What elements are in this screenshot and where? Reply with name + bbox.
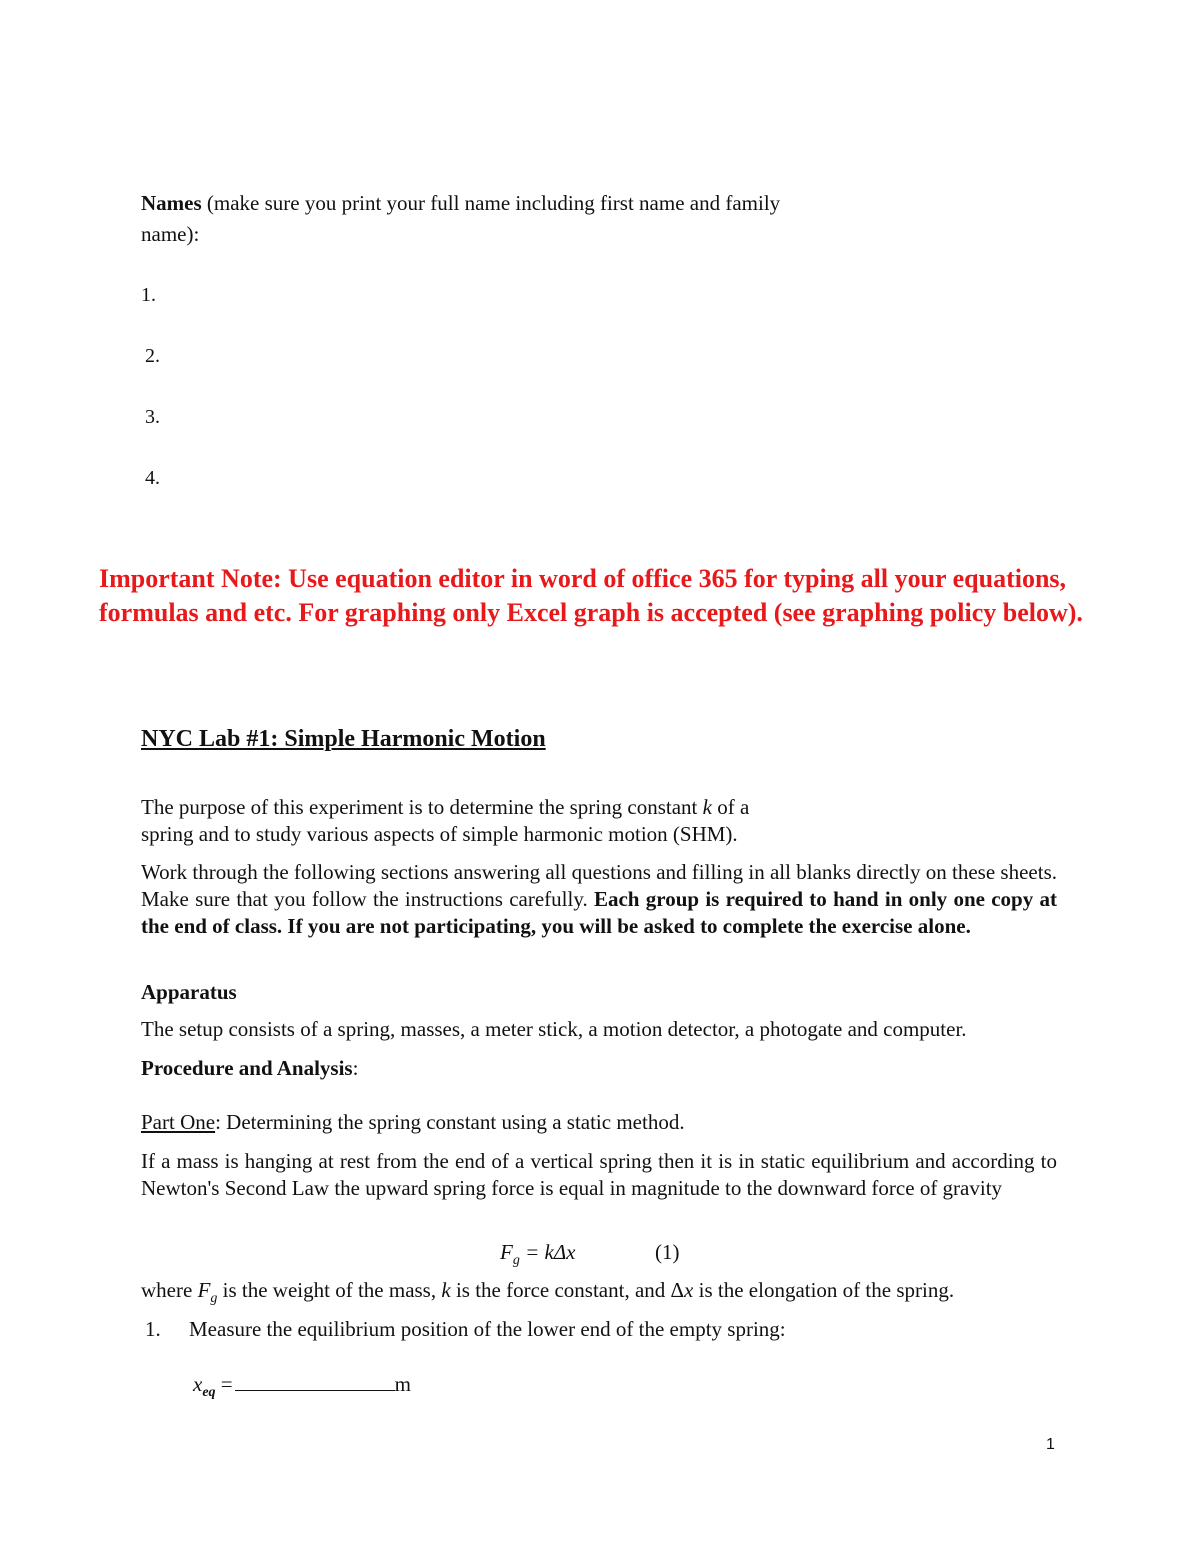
where-d: is the elongation of the spring. bbox=[693, 1278, 955, 1302]
name-entry-1: 1. bbox=[141, 284, 156, 306]
instructions-bold-text: Each group is required to hand in only one copy at the end of class. If you are not participating, you will be asked to complete the exercise alone. bbox=[141, 887, 1057, 938]
important-note: Important Note: Use equation editor in word of office 365 for typing all your equations, formulas and etc. For graphing only Excel graph is accepted (see graphing policy below). bbox=[99, 564, 1083, 627]
purpose-text-a: The purpose of this experiment is to determine the spring constant bbox=[141, 795, 703, 819]
names-prompt bbox=[141, 191, 780, 216]
xeq-answer-line bbox=[193, 1372, 411, 1400]
name-entry-4: 4. bbox=[145, 467, 160, 489]
lab-title: NYC Lab #1: Simple Harmonic Motion bbox=[141, 726, 546, 752]
page-number: 1 bbox=[1046, 1436, 1055, 1453]
where-x: x bbox=[684, 1278, 694, 1302]
purpose-text-b: of a bbox=[711, 795, 750, 819]
equation-lhs: F bbox=[500, 1240, 513, 1264]
xeq-equals: = bbox=[215, 1372, 233, 1396]
equation-1 bbox=[500, 1240, 576, 1268]
xeq-sub: eq bbox=[202, 1385, 216, 1400]
part-one-text: : Determining the spring constant using a static method. bbox=[215, 1110, 685, 1134]
instructions-paragraph bbox=[141, 859, 1057, 940]
apparatus-text: The setup consists of a spring, masses, a meter stick, a motion detector, a photogate and computer. bbox=[141, 1017, 967, 1041]
name-entry-3: 3. bbox=[145, 406, 160, 428]
part-one-label: Part One bbox=[141, 1110, 216, 1134]
part-one-heading bbox=[141, 1110, 685, 1135]
purpose-paragraph bbox=[141, 794, 1057, 848]
procedure-colon: : bbox=[352, 1056, 359, 1080]
apparatus-heading: Apparatus bbox=[141, 980, 237, 1004]
xeq-symbol: x bbox=[193, 1372, 203, 1396]
where-line bbox=[141, 1278, 955, 1306]
step-1-number: 1. bbox=[145, 1317, 161, 1341]
step-1-text: Measure the equilibrium position of the lower end of the empty spring: bbox=[189, 1317, 786, 1341]
equation-lhs-sub: g bbox=[512, 1253, 520, 1268]
where-c: is the force constant, and Δ bbox=[450, 1278, 685, 1302]
names-heading: Names bbox=[141, 191, 202, 215]
xeq-blank-field[interactable] bbox=[235, 1372, 395, 1391]
names-instruction: (make sure you print your full name including first name and family bbox=[201, 191, 781, 215]
where-k: k bbox=[441, 1278, 451, 1302]
equation-rhs: = kΔx bbox=[519, 1240, 576, 1264]
purpose-text-line2: spring and to study various aspects of simple harmonic motion (SHM). bbox=[141, 822, 738, 846]
where-b: is the weight of the mass, bbox=[217, 1278, 442, 1302]
where-a: where bbox=[141, 1278, 198, 1302]
where-f: F bbox=[197, 1278, 211, 1302]
procedure-heading bbox=[141, 1056, 358, 1081]
name-entry-2: 2. bbox=[145, 345, 160, 367]
instructions-text: Work through the following sections answering all questions and filling in all blanks directly on these sheets. Make sure that you follow the instructions carefully. bbox=[141, 860, 1057, 911]
xeq-unit: m bbox=[394, 1372, 411, 1396]
equation-number: (1) bbox=[655, 1240, 680, 1264]
where-f-sub: g bbox=[210, 1291, 218, 1306]
names-instruction-cont: name): bbox=[141, 222, 200, 246]
procedure-heading-text: Procedure and Analysis bbox=[141, 1056, 353, 1080]
purpose-k-symbol: k bbox=[702, 795, 712, 819]
static-equilibrium-paragraph: If a mass is hanging at rest from the end of a vertical spring then it is in static equilibrium and according to Newton's Second Law the upward spring force is equal in magnitude to the downward force of gravity bbox=[141, 1149, 1057, 1200]
